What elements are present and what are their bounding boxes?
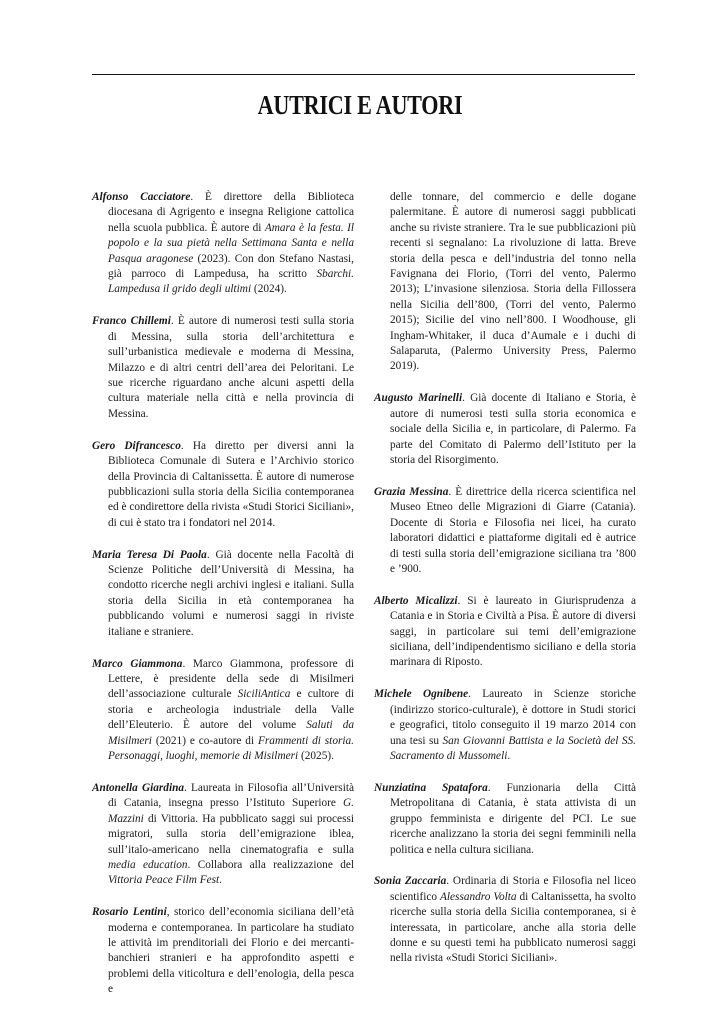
author-name: Alberto Micalizzi [374,594,458,607]
author-bio: (2023). Con don Stefano Nastasi, già parroco di Lampedusa, ha scritto [108,252,354,281]
author-bio: . Già docente nella Facoltà di Scienze Politiche dell’Università di Messina, ha condotto ricerche negli archivi inglesi e italiani. Sulla storia della Sicilia in età contemporanea ha pubblicando volumi e numerosi saggi in riviste italiane e straniere. [108,548,355,638]
author-name: Marco Giammona [92,657,183,670]
author-bio: . [219,874,222,887]
header-rule [92,74,635,75]
work-title: SiciliAntica [237,688,291,701]
author-entry [374,391,636,468]
page-title: AUTRICI E AUTORI [257,90,463,120]
entry-continuation: delle tonnare, del commercio e delle dogane palermitane. È autore di numerosi saggi pubblicati anche su riviste straniere. Tra le sue pubblicazioni più recenti si segnalano: La rivoluzione di latta. Breve storia della pesca e dell’industria del tonno nella Favignana dei Florio, (Torri del vento, Palermo 2013); L’invasione silenziosa. Storia della Fillossera nella Sicilia dell’800, (Torri del vento, Palermo 2015); Sicilie del vino nell’800. I Woodhouse, gli Ingham-Whitaker, il duca d’Aumale e i duchi di Salaparuta, (Palermo University Press, Palermo 2019). [390,191,636,373]
work-title: Frammenti di storia. Personaggi, luoghi, memorie di Misilmeri [108,734,354,762]
author-bio: . Laureata in Filosofia all’Università di Catania, insegna presso l’Istituto Superiore [108,781,354,810]
author-bio: di Caltanissetta, ha svolto ricerche sulla storia della Sicilia contemporanea, si è interessata, in particolare, anche alla storia delle donne e su questi temi ha pubblicato numerosi saggi nella rivista «Studi Storici Siciliani». [390,890,636,965]
author-bio: . È autore di numerosi testi sulla storia di Messina, sulla storia dell’architettura e sull’urbanistica medievale e moderna di Messina, Milazzo e di altri centri dell’area dei Peloritani. Le sue ricerche riguardano anche alcuni aspetti della cultura materiale nella città e nella provincia di Messina. [108,315,354,420]
author-bio: (2021) e co-autore di [151,734,258,747]
author-bio: . Marco Giammona, professore di Lettere, è presidente della sede di Misilmeri dell’associazione culturale [108,657,354,701]
author-name: Rosario Lentini [92,906,167,919]
author-bio: . Ha diretto per diversi anni la Biblioteca Comunale di Sutera e l’Archivio storico della Provincia di Caltanissetta. È autore di numerose pubblicazioni sulla storia della Sicilia contemporanea ed è condirettore della rivista «Studi Storici Siciliani», di cui è stato tra i fondatori nel 2014. [108,439,354,529]
work-title: Alessandro Volta [440,890,517,903]
author-entry [92,905,354,997]
author-bio: di Vittoria. Ha pubblicato saggi sui processi migratori, sulla storia dell’emigrazione iblea, sull’italo-americano nella cinematografia e sulla [108,812,354,856]
author-bio: . Collabora alla realizzazione del [187,858,354,871]
author-name: Franco Chillemi [92,315,171,328]
author-entry [92,439,354,531]
author-bio: . Ordinaria di Storia e Filosofia nel liceo scientifico [390,875,637,903]
author-entry [92,314,354,422]
author-bio: . È direttore della Biblioteca diocesana di Agrigento e insegna Religione cattolica nella scuola pubblica. È autore di [108,191,355,234]
author-entry [374,874,636,966]
author-name: Alfonso Cacciatore [92,191,191,203]
right-column [374,190,636,983]
author-name: Augusto Marinelli [374,392,463,405]
author-name: Gero Difrancesco [92,439,181,452]
author-name: Grazia Messina [374,485,449,498]
author-entry [92,781,354,889]
author-bio: . Già docente di Italiano e Storia, è autore di numerosi testi sulla storia economica e sociale della Sicilia e, in particolare, di Palermo. Fa parte del Comitato di Palermo dell’Istituto per la storia del Risorgimento. [390,392,636,466]
author-entry [92,190,354,298]
author-entry [374,687,636,764]
author-bio: (2025). [298,750,334,762]
author-bio: , storico dell’economia siciliana dell’età moderna e contemporanea. In particolare ha studiato le attività im prenditoriali dei Florio e dei mercanti-banchieri stranieri e ha approfondito aspetti e problemi della viticoltura e dell’enologia, della pesca e [108,906,354,996]
work-title: G. Mazzini [108,797,354,825]
work-title: Sbarchi. Lampedusa il grido degli ultimi [108,268,354,296]
author-bio: . Laureato in Scienze storiche (indirizzo storico-culturale), è dottore in Studi storici e geografici, titolo conseguito il 19 marzo 2014 con una tesi su [390,688,636,747]
author-bio: (2024). [251,283,287,296]
author-bio: e cultore di storia e archeologia industriale della Valle dell’Eleuterio. È autore del volume [108,688,355,732]
left-column [92,190,354,1014]
work-title: Saluti da Misilmeri [108,719,354,747]
author-name: Michele Ognibene [374,688,469,701]
author-name: Antonella Giardina [92,781,185,794]
author-name: Sonia Zaccaria [374,875,447,888]
author-bio: . Si è laureato in Giurisprudenza a Catania e in Storia e Civiltà a Pisa. È autore di diversi saggi, in particolare sui temi dell’emigrazione siciliana, dell’indipendentismo siciliano e della storia marinara di Riposto. [390,594,636,669]
author-bio: . È direttrice della ricerca scientifica nel Museo Etneo delle Migrazioni di Giarre (Catania). Docente di Storia e Filosofia nei licei, ha curato laboratori didattici e piattaforme digitali ed è autrice di testi sulla storia dell’emigrazione siciliana tra ’800 e ’900. [390,485,636,575]
work-title: San Giovanni Battista e la Società del SS. Sacramento di Mussomeli [390,734,636,762]
author-entry [92,657,354,765]
work-title: media education [108,858,188,871]
author-entry [374,190,636,375]
author-bio: . [507,750,511,762]
author-name: Maria Teresa Di Paola [92,548,207,561]
author-entry [374,781,636,858]
author-entry [374,485,636,577]
work-title: Vittoria Peace Film Fest [108,874,220,887]
author-entry [92,548,354,640]
author-bio: . Funzionaria della Città Metropolitana di Catania, è stata attivista di un gruppo femminista e dirigente del PCI. Le sue ricerche analizzano la storia dei segni femminili nella politica e nella cultura siciliana. [390,781,636,856]
work-title: Amara è la festa. Il popolo e la sua pietà nella Settimana Santa e nella Pasqua aragonese [108,221,354,265]
author-name: Nunziatina Spatafora [374,781,488,794]
author-entry [374,594,636,671]
